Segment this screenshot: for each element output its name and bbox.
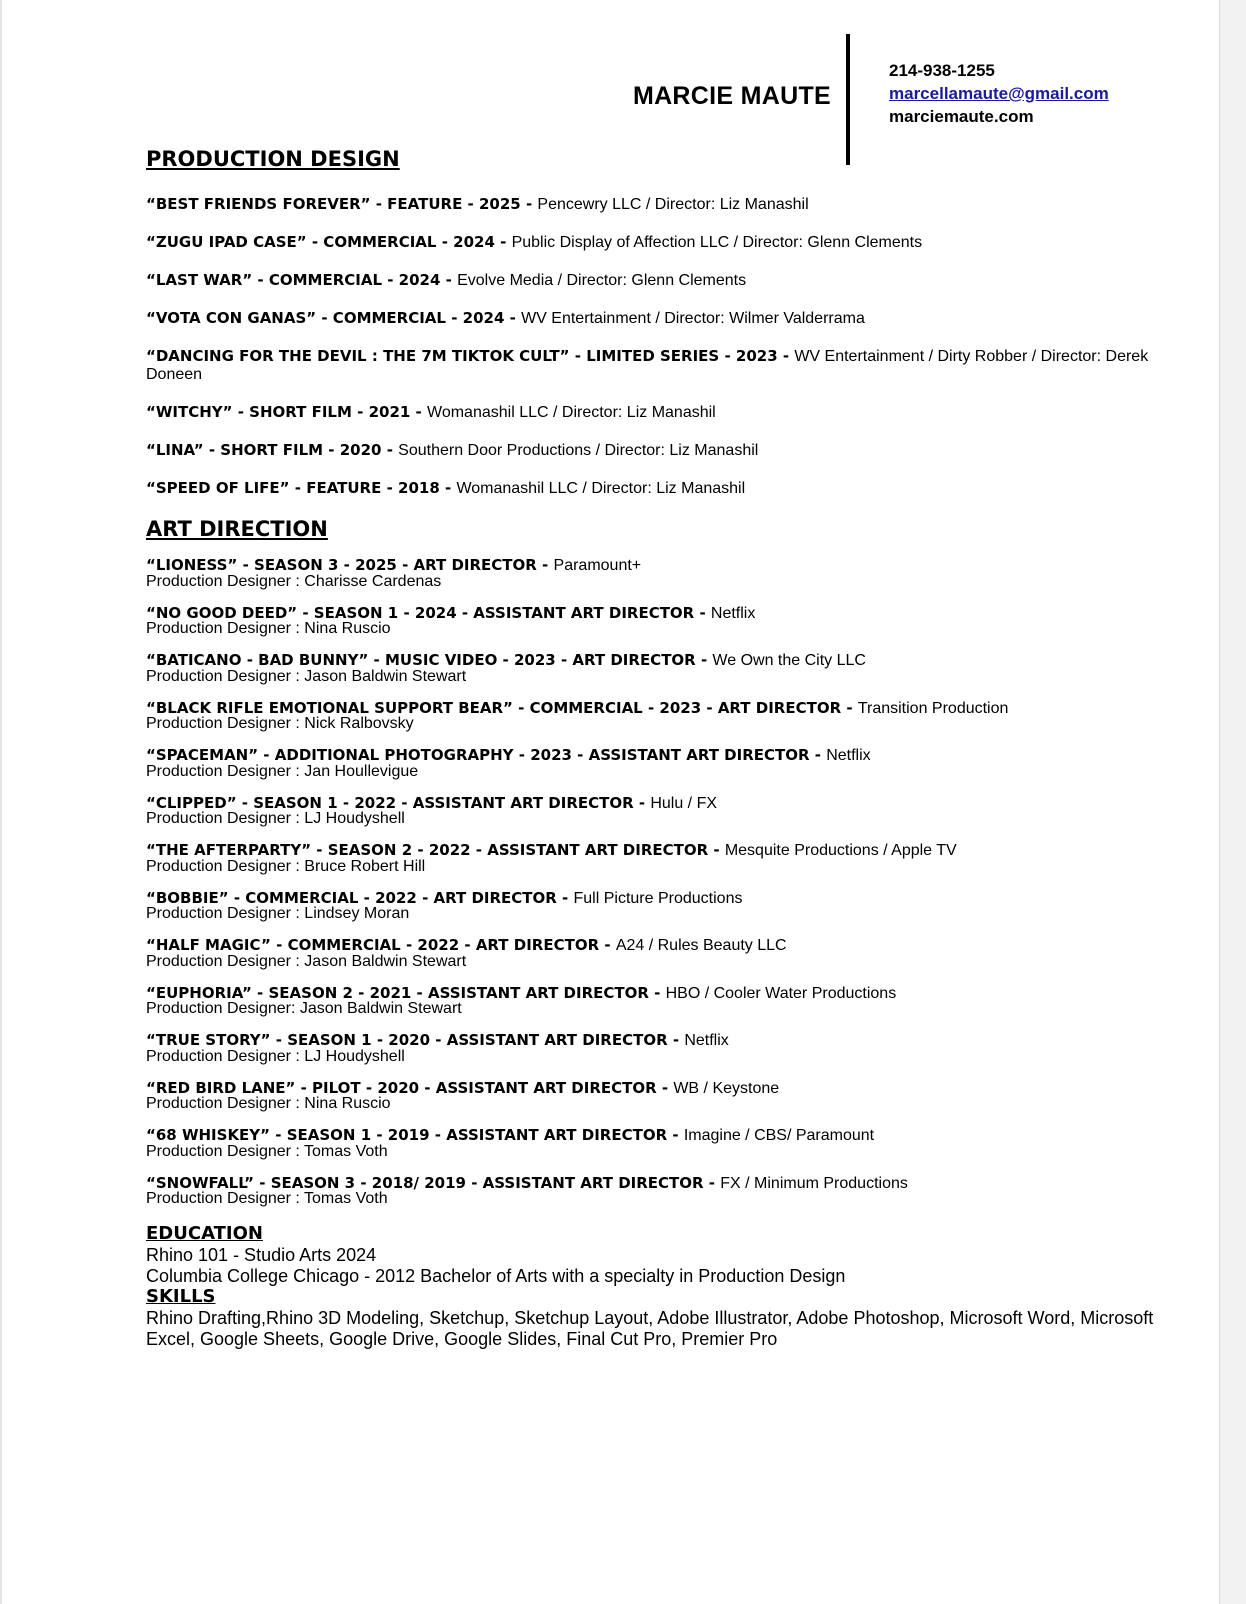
entry-details: Southern Door Productions / Director: Liz Manashil — [398, 442, 759, 459]
entry-title: “VOTA CON GANAS” - COMMERCIAL - 2024 - — [146, 309, 522, 327]
skills-heading: SKILLS — [146, 1286, 216, 1307]
phone-number: 214-938-1255 — [889, 61, 995, 80]
entry-title: “68 WHISKEY” - SEASON 1 - 2019 - ASSISTANT ART DIRECTOR - — [146, 1126, 684, 1144]
production-design-entry — [146, 233, 1206, 252]
entry-title: “LAST WAR” - COMMERCIAL - 2024 - — [146, 271, 458, 289]
entry-production-designer: Production Designer : Jason Baldwin Stewart — [146, 667, 467, 685]
entry-production-designer: Production Designer : Tomas Voth — [146, 1142, 388, 1160]
education-heading: EDUCATION — [146, 1223, 263, 1244]
entry-title: “LIONESS” - SEASON 3 - 2025 - ART DIRECTOR - — [146, 556, 554, 574]
production-design-list — [146, 195, 1206, 498]
entry-title: “TRUE STORY” - SEASON 1 - 2020 - ASSISTANT ART DIRECTOR - — [146, 1031, 685, 1049]
entry-title: “EUPHORIA” - SEASON 2 - 2021 - ASSISTANT ART DIRECTOR - — [146, 983, 666, 1002]
entry-title: “BLACK RIFLE EMOTIONAL SUPPORT BEAR” - COMMERCIAL - 2023 - ART DIRECTOR - — [146, 698, 858, 717]
entry-title: “WITCHY” - SHORT FILM - 2021 - — [146, 403, 428, 421]
art-direction-entry — [146, 938, 1206, 969]
entry-company: Hulu / FX — [650, 794, 718, 812]
entry-title: “SPACEMAN” - ADDITIONAL PHOTOGRAPHY - 2023 - ASSISTANT ART DIRECTOR - — [146, 746, 827, 764]
entry-company: WB / Keystone — [673, 1079, 780, 1097]
header-divider — [846, 34, 850, 165]
entry-production-designer: Production Designer : Jan Houllevigue — [146, 762, 419, 780]
entry-company: Transition Production — [857, 699, 1009, 717]
entry-details: Public Display of Affection LLC / Director: Glenn Clements — [511, 234, 923, 251]
skills-text: Rhino Drafting,Rhino 3D Modeling, Sketchup, Sketchup Layout, Adobe Illustrator, Adobe Photoshop, Microsoft Word, Microsoft Excel, Google Sheets, Google Drive, Google Slides, Final Cut Pro, Premier Pro — [146, 1308, 1154, 1349]
entry-title: “RED BIRD LANE” - PILOT - 2020 - ASSISTANT ART DIRECTOR - — [146, 1078, 674, 1097]
production-design-entry — [146, 403, 1206, 422]
art-direction-entry — [146, 888, 1206, 922]
entry-company: Netflix — [684, 1032, 729, 1049]
website: marciemaute.com — [889, 107, 1034, 126]
page-left-edge — [0, 0, 2, 1604]
entry-production-designer: Production Designer : Nick Ralbovsky — [146, 715, 414, 732]
entry-company: Full Picture Productions — [573, 889, 743, 907]
entry-title: “SPEED OF LIFE” - FEATURE - 2018 - — [146, 479, 457, 497]
art-direction-entry — [146, 843, 1206, 874]
entry-company: FX / Minimum Productions — [720, 1174, 908, 1192]
entry-company: We Own the City LLC — [712, 652, 866, 669]
entry-production-designer: Production Designer : Tomas Voth — [146, 1190, 388, 1207]
entry-production-designer: Production Designer : Charisse Cardenas — [146, 572, 442, 590]
art-direction-entry — [146, 793, 1206, 827]
entry-details: WV Entertainment / Dirty Robber / Director: Derek Doneen — [146, 348, 1149, 383]
entry-title: “ZUGU IPAD CASE” - COMMERCIAL - 2024 - — [146, 233, 512, 251]
art-direction-entry — [146, 1078, 1206, 1112]
entry-title: “BEST FRIENDS FOREVER” - FEATURE - 2025 - — [146, 195, 538, 213]
entry-details: WV Entertainment / Director: Wilmer Valderrama — [521, 310, 865, 327]
entry-production-designer: Production Designer: Jason Baldwin Stewart — [146, 1000, 462, 1017]
art-direction-entry — [146, 748, 1206, 779]
resume-name: MARCIE MAUTE — [632, 82, 831, 110]
entry-company: Netflix — [826, 747, 871, 764]
education-line: Columbia College Chicago - 2012 Bachelor of Arts with a specialty in Production Design — [146, 1265, 846, 1286]
entry-production-designer: Production Designer : Nina Ruscio — [146, 620, 391, 637]
page-right-edge — [1219, 0, 1246, 1604]
education-line: Rhino 101 - Studio Arts 2024 — [146, 1245, 377, 1265]
entry-title: “BATICANO - BAD BUNNY” - MUSIC VIDEO - 2023 - ART DIRECTOR - — [146, 651, 713, 669]
entry-details: Evolve Media / Director: Glenn Clements — [457, 272, 747, 289]
entry-title: “LINA” - SHORT FILM - 2020 - — [146, 441, 399, 459]
entry-details: Womanashil LLC / Director: Liz Manashil — [456, 480, 746, 497]
art-direction-entry — [146, 983, 1206, 1017]
art-direction-entry — [146, 1128, 1206, 1159]
art-direction-list — [146, 558, 1206, 1207]
art-direction-heading: ART DIRECTION — [146, 517, 328, 541]
art-direction-entry — [146, 1033, 1206, 1064]
art-direction-entry — [146, 558, 1206, 589]
production-design-entry — [146, 195, 1206, 214]
production-design-entry — [146, 347, 1206, 384]
entry-details: Womanashil LLC / Director: Liz Manashil — [427, 404, 716, 421]
entry-title: “BOBBIE” - COMMERCIAL - 2022 - ART DIRECTOR - — [146, 888, 574, 907]
entry-company: Imagine / CBS/ Paramount — [683, 1127, 875, 1144]
entry-production-designer: Production Designer : Jason Baldwin Stewart — [146, 952, 467, 970]
contact-block — [889, 59, 1109, 128]
entry-production-designer: Production Designer : LJ Houdyshell — [146, 1047, 405, 1065]
entry-company: Paramount+ — [553, 557, 642, 574]
art-direction-entry — [146, 603, 1206, 637]
entry-company: Mesquite Productions / Apple TV — [724, 842, 957, 859]
art-direction-entry — [146, 1173, 1206, 1207]
entry-production-designer: Production Designer : Lindsey Moran — [146, 905, 410, 922]
resume-content — [146, 147, 1206, 1349]
production-design-heading: PRODUCTION DESIGN — [146, 147, 400, 171]
entry-title: “HALF MAGIC” - COMMERCIAL - 2022 - ART DIRECTOR - — [146, 936, 616, 954]
entry-title: “SNOWFALL” - SEASON 3 - 2018/ 2019 - ASSISTANT ART DIRECTOR - — [146, 1173, 721, 1192]
production-design-entry — [146, 441, 1206, 460]
art-direction-entry — [146, 653, 1206, 684]
entry-title: “CLIPPED” - SEASON 1 - 2022 - ASSISTANT ART DIRECTOR - — [146, 793, 651, 812]
entry-company: Netflix — [710, 604, 756, 622]
art-direction-entry — [146, 698, 1206, 732]
entry-company: HBO / Cooler Water Productions — [665, 984, 897, 1002]
production-design-entry — [146, 309, 1206, 328]
email-link[interactable]: marcellamaute@gmail.com — [889, 84, 1109, 103]
entry-title: “NO GOOD DEED” - SEASON 1 - 2024 - ASSISTANT ART DIRECTOR - — [146, 603, 711, 622]
entry-production-designer: Production Designer : Nina Ruscio — [146, 1095, 391, 1112]
production-design-entry — [146, 271, 1206, 290]
entry-details: Pencewry LLC / Director: Liz Manashil — [537, 196, 809, 213]
entry-company: A24 / Rules Beauty LLC — [615, 937, 787, 954]
entry-production-designer: Production Designer : LJ Houdyshell — [146, 810, 405, 827]
production-design-entry — [146, 479, 1206, 498]
entry-production-designer: Production Designer : Bruce Robert Hill — [146, 857, 426, 875]
entry-title: “DANCING FOR THE DEVIL : THE 7M TIKTOK CULT” - LIMITED SERIES - 2023 - — [146, 347, 795, 365]
entry-title: “THE AFTERPARTY” - SEASON 2 - 2022 - ASSISTANT ART DIRECTOR - — [146, 841, 725, 859]
